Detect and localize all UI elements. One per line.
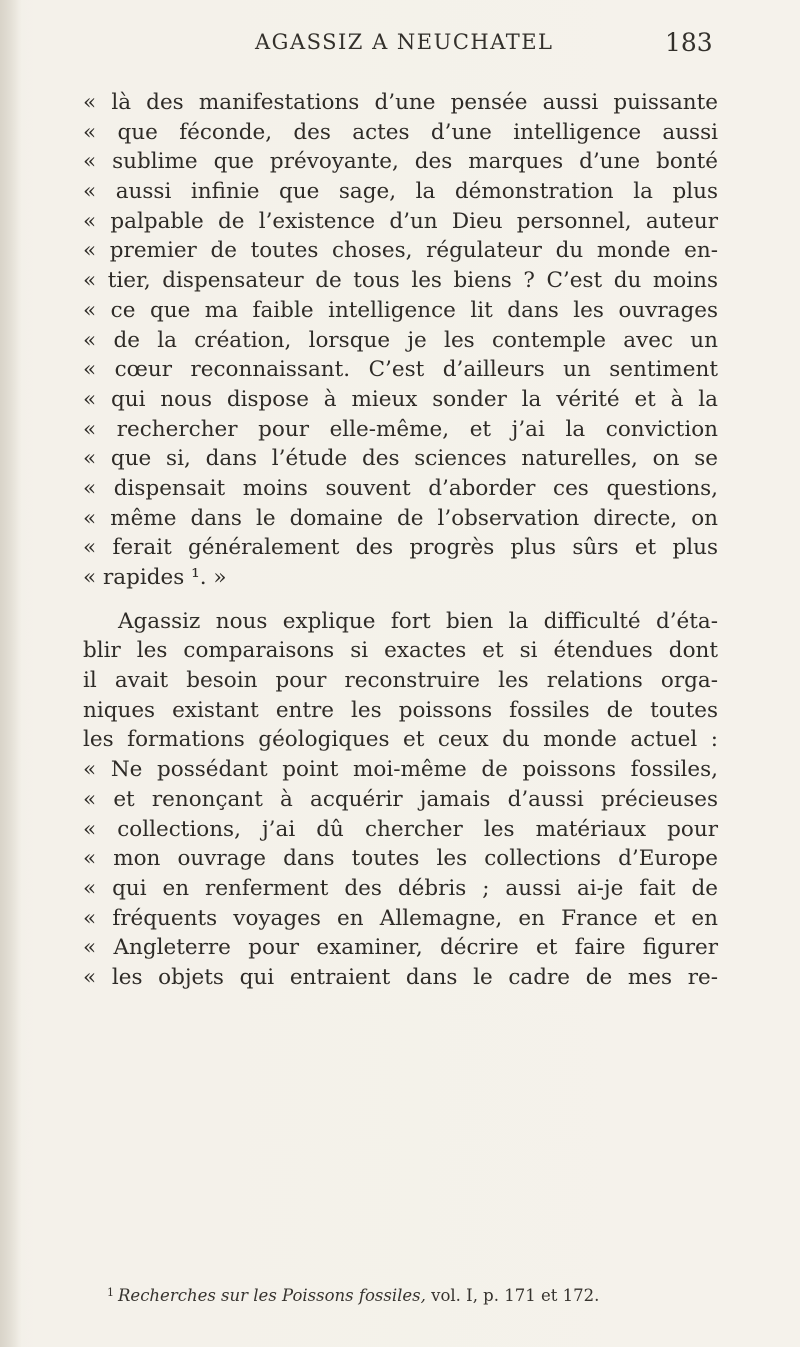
quote-paragraph [83,88,718,593]
text-line: « rechercher pour elle-même, et j’ai la conviction [83,416,718,442]
text-line: « sublime que prévoyante, des marques d’une bonté [83,149,718,175]
text-line: il avait besoin pour reconstruire les relations orga- [83,668,718,694]
text-line: « tier, dispensateur de tous les biens ? C’est du moins [83,268,718,294]
footnote-area [107,1282,727,1307]
body-text [83,88,718,993]
text-line: « palpable de l’existence d’un Dieu personnel, auteur [83,208,718,234]
text-line: « là des manifestations d’une pensée aussi puissante [83,90,718,115]
footnote-title: Recherches sur les Poissons fossiles, [118,1286,426,1305]
text-line: « et renonçant à acquérir jamais d’aussi précieuses [83,786,718,812]
footnote-marker: 1 [107,1286,114,1299]
text-line: « mon ouvrage dans toutes les collections d’Europe [83,846,718,872]
page-number: 183 [665,28,713,57]
footnote [107,1282,727,1307]
text-line: « rapides ¹. » [83,565,227,590]
paragraph-gap [83,593,718,607]
body-paragraph [83,607,718,993]
text-line: « collections, j’ai dû chercher les matériaux pour [83,816,718,842]
page-gutter-shadow [0,0,22,1347]
text-line: « cœur reconnaissant. C’est d’ailleurs un sentiment [83,357,718,383]
text-line: « que féconde, des actes d’une intelligence aussi [83,119,718,145]
text-line: niques existant entre les poissons fossiles de toutes [83,697,718,723]
text-line: Agassiz nous explique fort bien la difficulté d’éta- [118,608,718,634]
text-line: les formations géologiques et ceux du monde actuel : [83,727,718,753]
text-line: « les objets qui entraient dans le cadre de mes re- [83,964,718,990]
text-line: « qui nous dispose à mieux sonder la vérité et à la [83,386,718,412]
text-line: « aussi infinie que sage, la démonstration la plus [83,179,718,205]
text-line: « dispensait moins souvent d’aborder ces questions, [83,475,718,501]
text-line: « ce que ma faible intelligence lit dans les ouvrages [83,297,718,323]
text-line: « premier de toutes choses, régulateur du monde en- [83,238,718,264]
text-line: « ferait généralement des progrès plus sûrs et plus [83,535,718,561]
text-line: « Ne possédant point moi-même de poissons fossiles, [83,757,718,783]
text-line: « même dans le domaine de l’observation directe, on [83,505,718,531]
text-line: blir les comparaisons si exactes et si étendues dont [83,638,718,664]
page-header [0,30,800,60]
text-line: « qui en renferment des débris ; aussi ai-je fait de [83,875,718,901]
text-line: « fréquents voyages en Allemagne, en France et en [83,905,718,931]
text-line: « de la création, lorsque je les contemple avec un [83,327,718,353]
text-line: « Angleterre pour examiner, décrire et faire figurer [83,935,718,961]
running-head: AGASSIZ A NEUCHATEL [255,30,554,54]
text-line: « que si, dans l’étude des sciences naturelles, on se [83,446,718,472]
footnote-citation: vol. I, p. 171 et 172. [425,1286,600,1305]
